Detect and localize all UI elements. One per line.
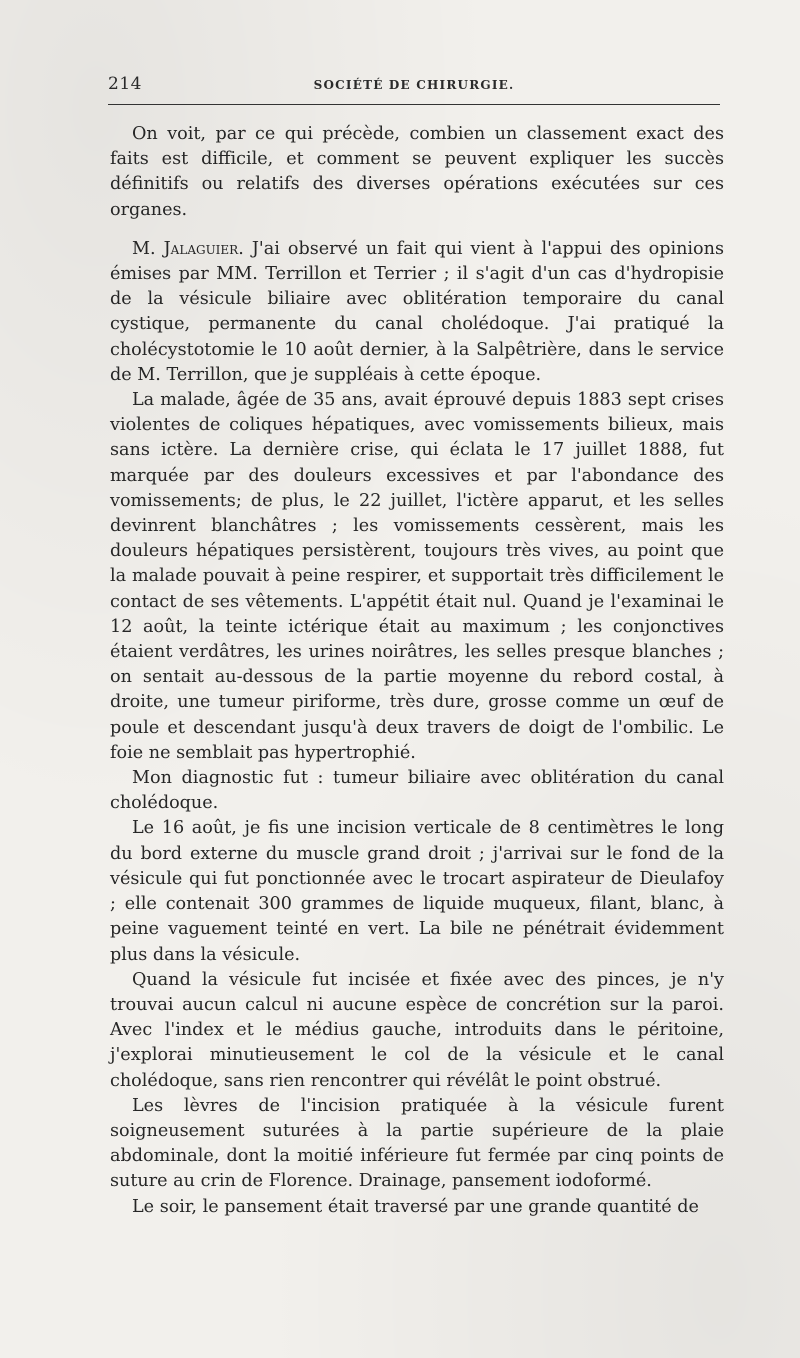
page-number: 214 [108,74,142,94]
paragraph-1: On voit, par ce qui précède, combien un classement exact des faits est difficile, et comment se peuvent expliquer les succès définitifs ou relatifs des diverses opérations exécutées sur ces organes. [110,124,724,220]
paragraph-7: Les lèvres de l'incision pratiquée à la vésicule furent soigneusement suturées à la partie supérieure de la plaie abdominale, dont la moitié inférieure fut fermée par cinq points de suture au crin de Florence. Drainage, pansement iodoformé. [110,1095,724,1192]
paragraph-5: Le 16 août, je fis une incision verticale de 8 centimètres le long du bord externe du muscle grand droit ; j'arrivai sur le fond de la vésicule qui fut ponctionnée avec le trocart aspirateur de Dieulafoy ; elle contenait 300 grammes de liquide muqueux, filant, blanc, à peine vaguement teinté en vert. La bile ne pénétrait évidemment plus dans la vésicule. [110,818,724,965]
body-text [110,122,724,1220]
header-rule [108,104,720,105]
paragraph-4: Mon diagnostic fut : tumeur biliaire avec oblitération du canal cholédoque. [110,768,724,814]
running-title: SOCIÉTÉ DE CHIRURGIE. [313,78,515,92]
paragraph-8: Le soir, le pansement était traversé par une grande quantité de [132,1196,699,1217]
speaker-name: Jalaguier [163,238,239,259]
paragraph-2-text: . J'ai observé un fait qui vient à l'appui des opinions émises par MM. Terrillon et Terrier ; il s'agit d'un cas d'hydropisie de la vésicule biliaire avec oblitération temporaire du canal cystique, permanente du canal cholédoque. J'ai pratiqué la cholécystotomie le 10 août dernier, à la Salpêtrière, dans le service de M. Terrillon, que je suppléais à cette époque. [110,238,724,385]
speaker-prefix: M. [132,238,164,259]
paragraph-3: La malade, âgée de 35 ans, avait éprouvé depuis 1883 sept crises violentes de coliques hépatiques, avec vomissements bilieux, mais sans ictère. La dernière crise, qui éclata le 17 juillet 1888, fut marquée par des douleurs excessives et par l'abondance des vomissements; de plus, le 22 juillet, l'ictère apparut, et les selles devinrent blanchâtres ; les vomissements cessèrent, mais les douleurs hépatiques persistèrent, toujours très vives, au point que la malade pouvait à peine respirer, et supportait très difficilement le contact de ses vêtements. L'appétit était nul. Quand je l'examinai le 12 août, la teinte ictérique était au maximum ; les conjonctives étaient verdâtres, les urines noirâtres, les selles presque blanches ; on sentait au-dessous de la partie moyenne du rebord costal, à droite, une tumeur piriforme, très dure, grosse comme un œuf de poule et descendant jusqu'à deux travers de doigt de l'ombilic. Le foie ne semblait pas hypertrophié. [110,390,724,763]
paragraph-6: Quand la vésicule fut incisée et fixée avec des pinces, je n'y trouvai aucun calcul ni aucune espèce de concrétion sur la paroi. Avec l'index et le médius gauche, introduits dans le péritoine, j'explorai minutieusement le col de la vésicule et le canal cholédoque, sans rien rencontrer qui révélât le point obstrué. [110,969,724,1091]
paragraph-2 [110,237,724,388]
page-header [108,70,720,102]
